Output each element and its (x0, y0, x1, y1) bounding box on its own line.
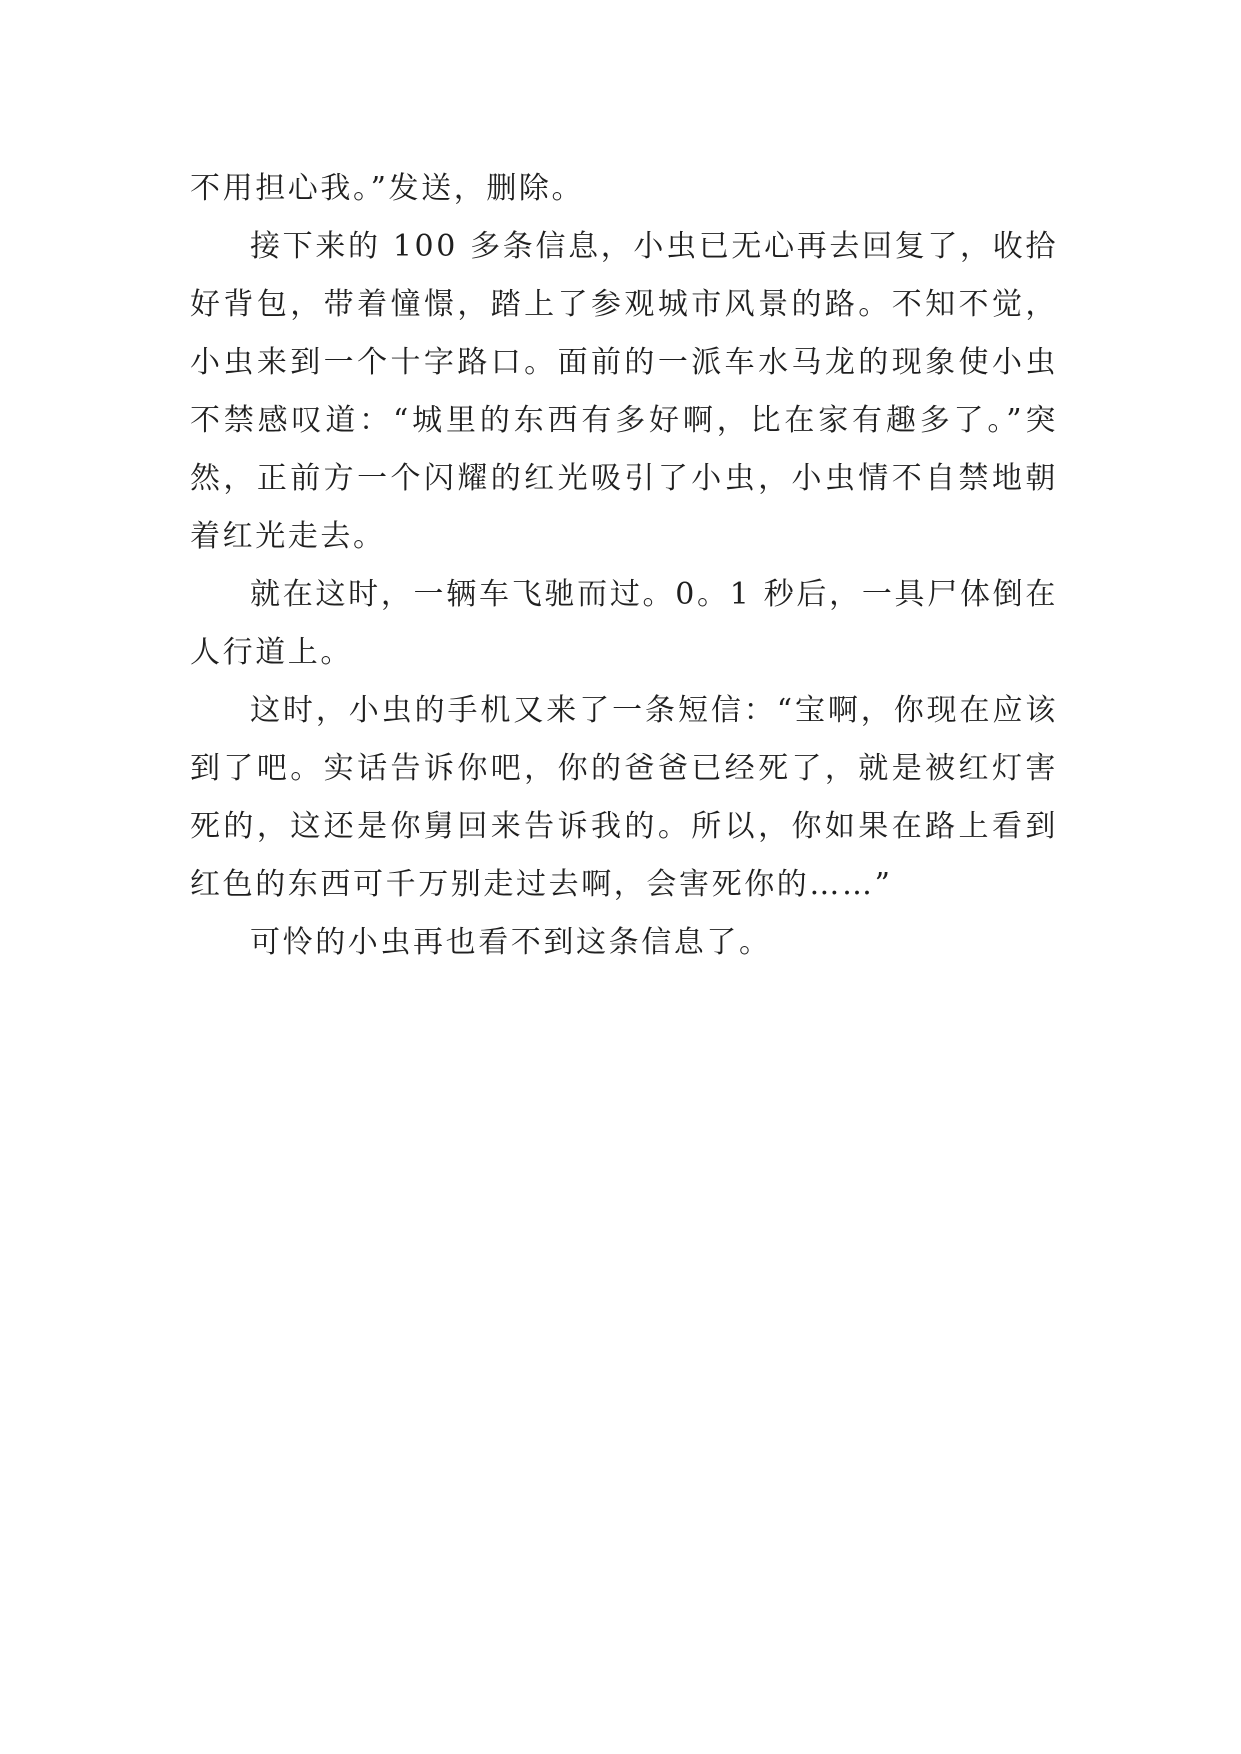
paragraph: 可怜的小虫再也看不到这条信息了。 (250, 925, 772, 960)
paragraph: 接下来的 100 多条信息，小虫已无心再去回复了，收拾好背包，带着憧憬，踏上了参观城市风景的路。不知不觉，小虫来到一个十字路口。面前的一派车水马龙的现象使小虫不禁感叹道：“城里的东西有多好啊，比在家有趣多了。”突然，正前方一个闪耀的红光吸引了小虫，小虫情不自禁地朝着红光走去。 (190, 229, 1058, 554)
paragraph: 这时，小虫的手机又来了一条短信：“宝啊，你现在应该到了吧。实话告诉你吧，你的爸爸已经死了，就是被红灯害死的，这还是你舅回来告诉我的。所以，你如果在路上看到红色的东西可千万别走过去啊，会害死你的……” (190, 693, 1058, 902)
paragraph-continuation: 不用担心我。”发送，删除。 (190, 171, 585, 206)
document-body (190, 160, 1058, 972)
paragraph: 就在这时，一辆车飞驰而过。0。1 秒后，一具尸体倒在人行道上。 (190, 577, 1058, 670)
